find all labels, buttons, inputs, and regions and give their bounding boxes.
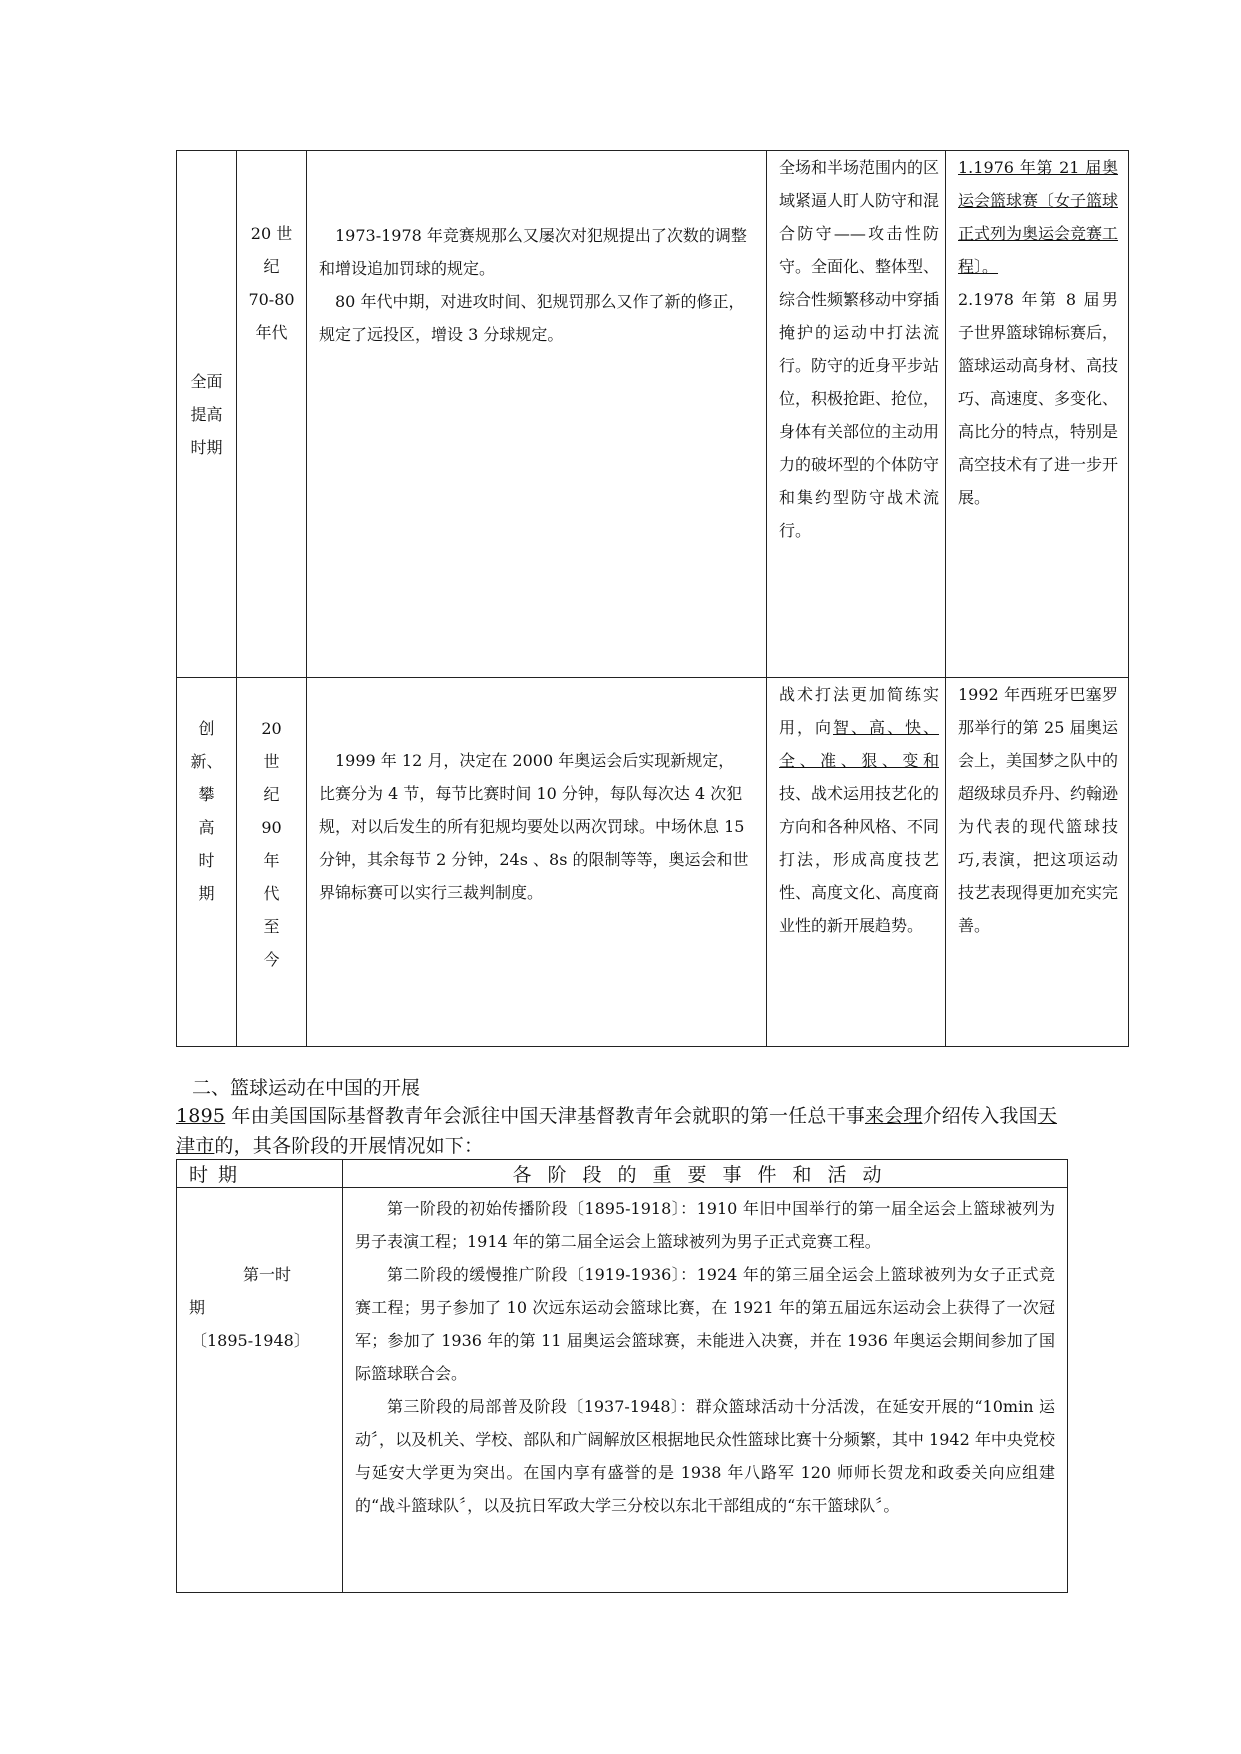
development-stages-table xyxy=(176,150,1129,1047)
era-text: 年 xyxy=(263,851,280,870)
intro-text: 的，其各阶段的开展情况如下： xyxy=(214,1135,484,1157)
era-text: 90 xyxy=(261,818,282,837)
table-row xyxy=(177,151,1129,678)
china-development-table xyxy=(176,1159,1068,1593)
rules-text: 1973-1978 年竞赛规那么又屡次对犯规提出了次数的调整和增设追加罚球的规定。 xyxy=(319,226,747,278)
period-text: 提高 xyxy=(190,404,223,424)
period-text: 时 xyxy=(198,851,215,870)
period-cell xyxy=(177,678,237,1047)
events-text-underlined: 1.1976 年第 21 届奥运会篮球赛〔女子篮球正式列为奥运会竞赛工程〕。 xyxy=(958,158,1119,276)
rules-text: 比赛分为 4 节，每节比赛时间 10 分钟，每队每次达 4 次犯规，对以后发生的所有犯规均要处以两次罚球。中场休息 15 分钟，其余每节 2 分钟，24s 、8s 的限制等等，奥运会和世界锦标赛可以实行三裁判制度。 xyxy=(319,784,749,902)
intro-text: 年由美国国际基督教青年会派往中国天津基督教青年会就职的第一任总干事 xyxy=(225,1105,865,1127)
stage-text: 第三阶段的局部普及阶段〔1937-1948〕：群众篮球活动十分活泼，在延安开展的“10min 运动〞，以及机关、学校、部队和广阔解放区根据地民众性篮球比赛十分频繁，其中 1942 年中央党校与延安大学更为突出。在国内享有盛誉的是 1938 年八路军 120 师师长贺龙和政委关向应组建的“战斗篮球队〞，以及抗日军政大学三分校以东北干部组成的“东干篮球队〞。 xyxy=(355,1397,1055,1515)
tactics-text-underlined: 智、高、快、全、准、狠、变和 xyxy=(779,718,939,770)
era-text: 世 xyxy=(263,752,280,771)
period-cell xyxy=(177,1188,343,1593)
tactics-text: 技、战术运用技艺化的方向和各种风格、不同打法，形成高度技艺性、高度文化、高度商业性的新开展趋势。 xyxy=(779,784,940,935)
intro-text: 介绍传入我国 xyxy=(922,1105,1038,1127)
intro-person: 来会理 xyxy=(865,1105,923,1127)
rules-cell xyxy=(307,678,767,1047)
events-text: 1992 年西班牙巴塞罗那举行的第 25 届奥运会上，美国梦之队中的超级球员乔丹、约翰逊为代表的现代篮球技巧,表演，把这项运动技艺表现得更加充实完善。 xyxy=(958,685,1119,935)
stage-text: 第二阶段的缓慢推广阶段〔1919-1936〕：1924 年的第三届全运会上篮球被列为女子正式竞赛工程；男子参加了 10 次远东运动会篮球比赛，在 1921 年的第五届远东运动会上获得了一次冠军；参加了 1936 年的第 11 届奥运会篮球赛，未能进入决赛，并在 1936 年奥运会期间参加了国际篮球联合会。 xyxy=(355,1265,1055,1383)
era-cell xyxy=(237,151,307,678)
tactics-text: 战术打法更加简练实用，向 xyxy=(779,685,939,737)
events-cell xyxy=(946,678,1129,1047)
period-text: 期 xyxy=(198,884,215,903)
era-text: 今 xyxy=(263,950,280,969)
era-text: 代 xyxy=(263,884,280,903)
header-events: 各阶段的重要事件和活动 xyxy=(343,1160,1068,1188)
era-text: 至 xyxy=(263,917,280,936)
period-text: 创 xyxy=(198,719,215,738)
table-header-row xyxy=(177,1160,1068,1188)
era-cell xyxy=(237,678,307,1047)
period-text: 期 xyxy=(189,1298,206,1317)
intro-city: 天津市 xyxy=(176,1105,1058,1157)
tactics-cell xyxy=(767,678,946,1047)
tactics-cell xyxy=(767,151,946,678)
header-period: 时期 xyxy=(177,1160,343,1188)
table-row xyxy=(177,678,1129,1047)
events-text: 2.1978 年第 8 届男子世界篮球锦标赛后，篮球运动高身材、高技巧、高速度、多变化、高比分的特点，特别是高空技术有了进一步开展。 xyxy=(958,290,1119,507)
stage-text: 第一阶段的初始传播阶段〔1895-1918〕：1910 年旧中国举行的第一届全运会上篮球被列为男子表演工程；1914 年的第二届全运会上篮球被列为男子正式竞赛工程。 xyxy=(355,1199,1055,1251)
period-text: 攀 xyxy=(198,785,215,804)
intro-year: 1895 xyxy=(176,1105,226,1127)
rules-text: 80 年代中期，对进攻时间、犯规罚那么又作了新的修正，规定了远投区，增设 3 分球规定。 xyxy=(319,292,745,344)
era-text: 年代 xyxy=(255,323,288,342)
period-cell xyxy=(177,151,237,678)
era-text: 纪 xyxy=(263,785,280,804)
period-text: 新、 xyxy=(190,752,223,771)
era-text: 20 xyxy=(261,719,282,738)
era-text: 纪 xyxy=(263,257,280,276)
period-text: 时期 xyxy=(190,437,223,457)
rules-text: 1999 年 12 月，决定在 2000 年奥运会后实现新规定， xyxy=(335,751,735,770)
period-text: 全面 xyxy=(190,371,223,391)
tactics-text: 全场和半场范围内的区域紧逼人盯人防守和混合防守——攻击性防守。全面化、整体型、综合性频繁移动中穿插掩护的运动中打法流行。防守的近身平步站位，积极抢距、抢位，身体有关部位的主动用力的破坏型的个体防守和集约型防守战术流行。 xyxy=(779,158,940,540)
era-text: 20 世 xyxy=(250,224,293,243)
era-text: 70-80 xyxy=(248,290,295,309)
period-text: 高 xyxy=(198,818,215,837)
table-row xyxy=(177,1188,1068,1593)
events-cell xyxy=(946,151,1129,678)
section-title: 二、篮球运动在中国的开展 xyxy=(192,1077,421,1099)
period-text: 第一时 xyxy=(243,1265,292,1284)
rules-cell xyxy=(307,151,767,678)
stages-cell xyxy=(343,1188,1068,1593)
period-text: 〔1895-1948〕 xyxy=(191,1331,310,1350)
section-intro xyxy=(176,1101,1068,1161)
